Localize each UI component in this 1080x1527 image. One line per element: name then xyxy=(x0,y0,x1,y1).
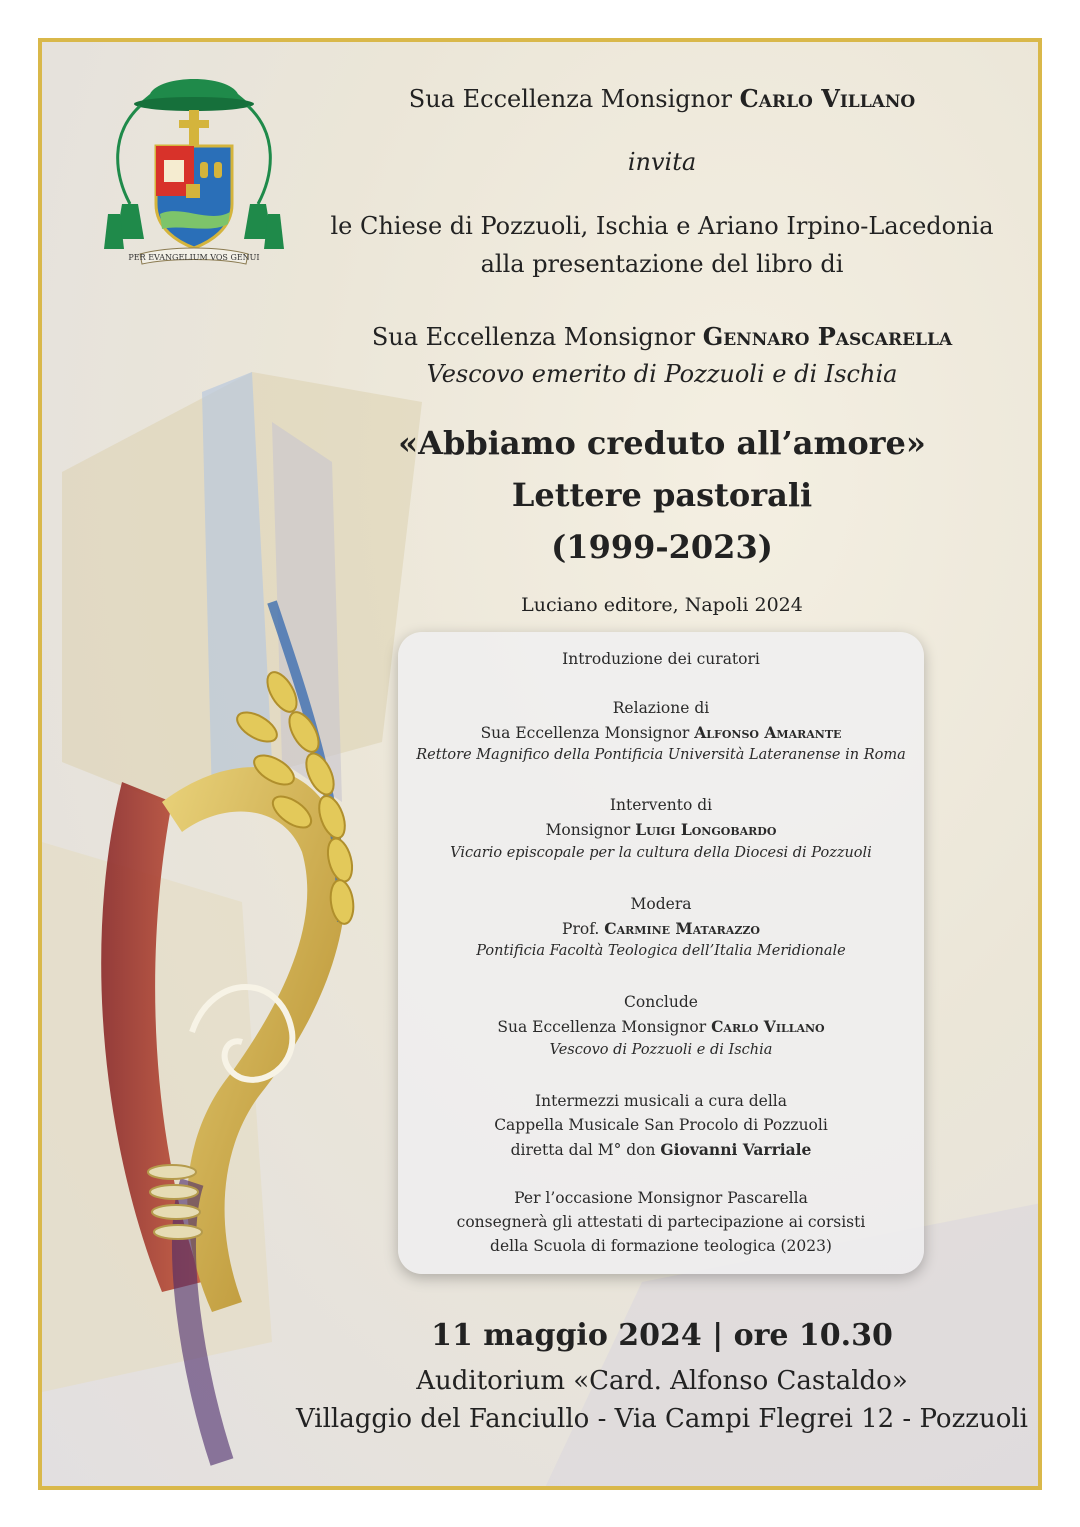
book-publisher: Luciano editore, Napoli 2024 xyxy=(521,594,803,616)
music-line-2: Cappella Musicale San Procolo di Pozzuoli xyxy=(494,1116,828,1134)
modera-speaker xyxy=(398,919,924,938)
closing-line-3: della Scuola di formazione teologica (2023) xyxy=(490,1237,832,1255)
modera-label: Modera xyxy=(630,895,692,913)
relazione-role: Rettore Magnifico della Pontificia Università Lateranense in Roma xyxy=(416,747,906,763)
closing-line-1: Per l’occasione Monsignor Pascarella xyxy=(514,1189,808,1207)
conclude-speaker xyxy=(398,1017,924,1036)
intervento-label: Intervento di xyxy=(609,796,713,814)
intervento-name: Luigi Longobardo xyxy=(635,820,777,839)
music-prefix: diretta dal M° don xyxy=(510,1141,656,1159)
program-intro: Introduzione dei curatori xyxy=(562,650,760,668)
crest-motto: PER EVANGELIUM VOS GENUI xyxy=(128,253,260,262)
host-name: Carlo Villano xyxy=(739,84,916,113)
host-line xyxy=(122,84,1080,113)
book-subtitle: Lettere pastorali xyxy=(511,476,813,514)
invita-text: invita xyxy=(627,148,697,176)
intervento-prefix: Monsignor xyxy=(545,821,631,839)
music-line-3 xyxy=(398,1140,924,1159)
conclude-prefix: Sua Eccellenza Monsignor xyxy=(497,1018,707,1036)
conclude-name: Carlo Villano xyxy=(711,1017,825,1036)
intervento-role: Vicario episcopale per la cultura della Diocesi di Pozzuoli xyxy=(450,845,872,861)
relazione-label: Relazione di xyxy=(612,699,710,717)
presentation-line: alla presentazione del libro di xyxy=(480,250,844,278)
modera-name: Carmine Matarazzo xyxy=(604,919,760,938)
book-years: (1999-2023) xyxy=(551,528,773,566)
intervento-speaker xyxy=(398,820,924,839)
host-prefix: Sua Eccellenza Monsignor xyxy=(408,85,733,113)
churches-line: le Chiese di Pozzuoli, Ischia e Ariano Irpino-Lacedonia xyxy=(330,212,994,240)
event-address: Villaggio del Fanciullo - Via Campi Flegrei 12 - Pozzuoli xyxy=(295,1404,1028,1434)
author-name: Gennaro Pascarella xyxy=(702,322,953,351)
author-line xyxy=(122,322,1080,351)
relazione-name: Alfonso Amarante xyxy=(694,723,842,742)
relazione-prefix: Sua Eccellenza Monsignor xyxy=(480,724,690,742)
music-line-1: Intermezzi musicali a cura della xyxy=(534,1092,788,1110)
author-prefix: Sua Eccellenza Monsignor xyxy=(371,323,696,351)
closing-line-2: consegnerà gli attestati di partecipazione ai corsisti xyxy=(456,1213,866,1231)
author-role: Vescovo emerito di Pozzuoli e di Ischia xyxy=(426,360,898,388)
conclude-role: Vescovo di Pozzuoli e di Ischia xyxy=(549,1042,773,1058)
relazione-speaker xyxy=(398,723,924,742)
modera-prefix: Prof. xyxy=(562,920,600,938)
conclude-label: Conclude xyxy=(624,993,698,1011)
music-director: Giovanni Varriale xyxy=(660,1140,812,1159)
book-title: «Abbiamo creduto all’amore» xyxy=(398,424,926,462)
cross-icon xyxy=(189,110,199,150)
event-datetime: 11 maggio 2024 | ore 10.30 xyxy=(431,1318,893,1353)
modera-role: Pontificia Facoltà Teologica dell’Italia Meridionale xyxy=(476,943,846,959)
event-venue: Auditorium «Card. Alfonso Castaldo» xyxy=(416,1366,908,1396)
